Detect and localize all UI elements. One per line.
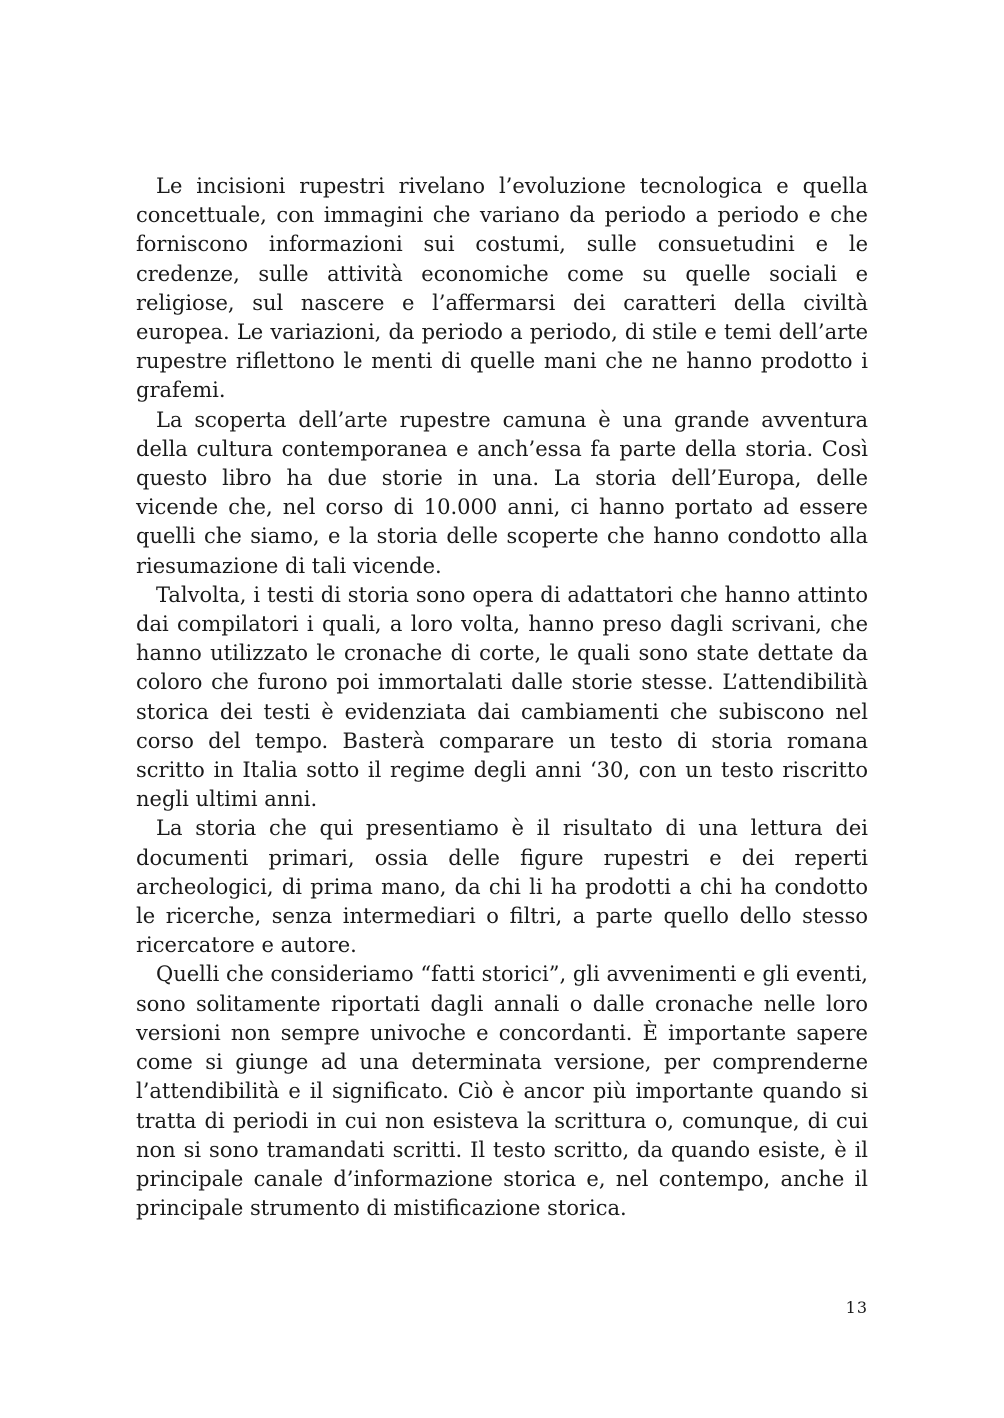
- paragraph-3: Talvolta, i testi di storia sono opera di adattatori che hanno attinto dai compilatori i quali, a loro volta, hanno preso dagli scrivani, che hanno utilizzato le cronache di corte, le quali sono state dettate da coloro che furono poi immortalati dalle storie stesse. L’attendibilità storica dei testi è evidenziata dai cambiamenti che subiscono nel corso del tempo. Basterà comparare un testo di storia romana scritto in Italia sotto il regime degli anni ‘30, con un testo riscritto negli ultimi anni.: [136, 582, 868, 812]
- paragraph-4: La storia che qui presentiamo è il risultato di una lettura dei documenti primari, ossia delle figure rupestri e dei reperti archeologici, di prima mano, da chi li ha prodotti a chi ha condotto le ricerche, senza intermediari o filtri, a parte quello dello stesso ricercatore e autore.: [136, 816, 868, 958]
- page-number: 13: [845, 1298, 868, 1317]
- paragraph-1: Le incisioni rupestri rivelano l’evoluzione tecnologica e quella concettuale, con immagini che variano da periodo a periodo e che forniscono informazioni sui costumi, sulle consuetudini e le credenze, sulle attività economiche come su quelle sociali e religiose, sul nascere e l’affermarsi dei caratteri della civiltà europea. Le variazioni, da periodo a periodo, di stile e temi dell’arte rupestre riflettono le menti di quelle mani che ne hanno prodotto i grafemi.: [136, 174, 868, 403]
- paragraph-5: Quelli che consideriamo “fatti storici”, gli avvenimenti e gli eventi, sono solitamente riportati dagli annali o dalle cronache nelle loro versioni non sempre univoche e concordanti. È importante sapere come si giunge ad una determinata versione, per comprenderne l’attendibilità e il significato. Ciò è ancor più importante quando si tratta di periodi in cui non esisteva la scrittura o, comunque, di cui non si sono tramandati scritti. Il testo scritto, da quando esiste, è il principale canale d’informazione storica e, nel contempo, anche il principale strumento di mistificazione storica.: [136, 962, 868, 1221]
- paragraph-2: La scoperta dell’arte rupestre camuna è una grande avventura della cultura contemporanea e anch’essa fa parte della storia. Così questo libro ha due storie in una. La storia dell’Europa, delle vicende che, nel corso di 10.000 anni, ci hanno portato ad essere quelli che siamo, e la storia delle scoperte che hanno condotto alla riesumazione di tali vicende.: [136, 407, 868, 578]
- body-text: [136, 172, 868, 1223]
